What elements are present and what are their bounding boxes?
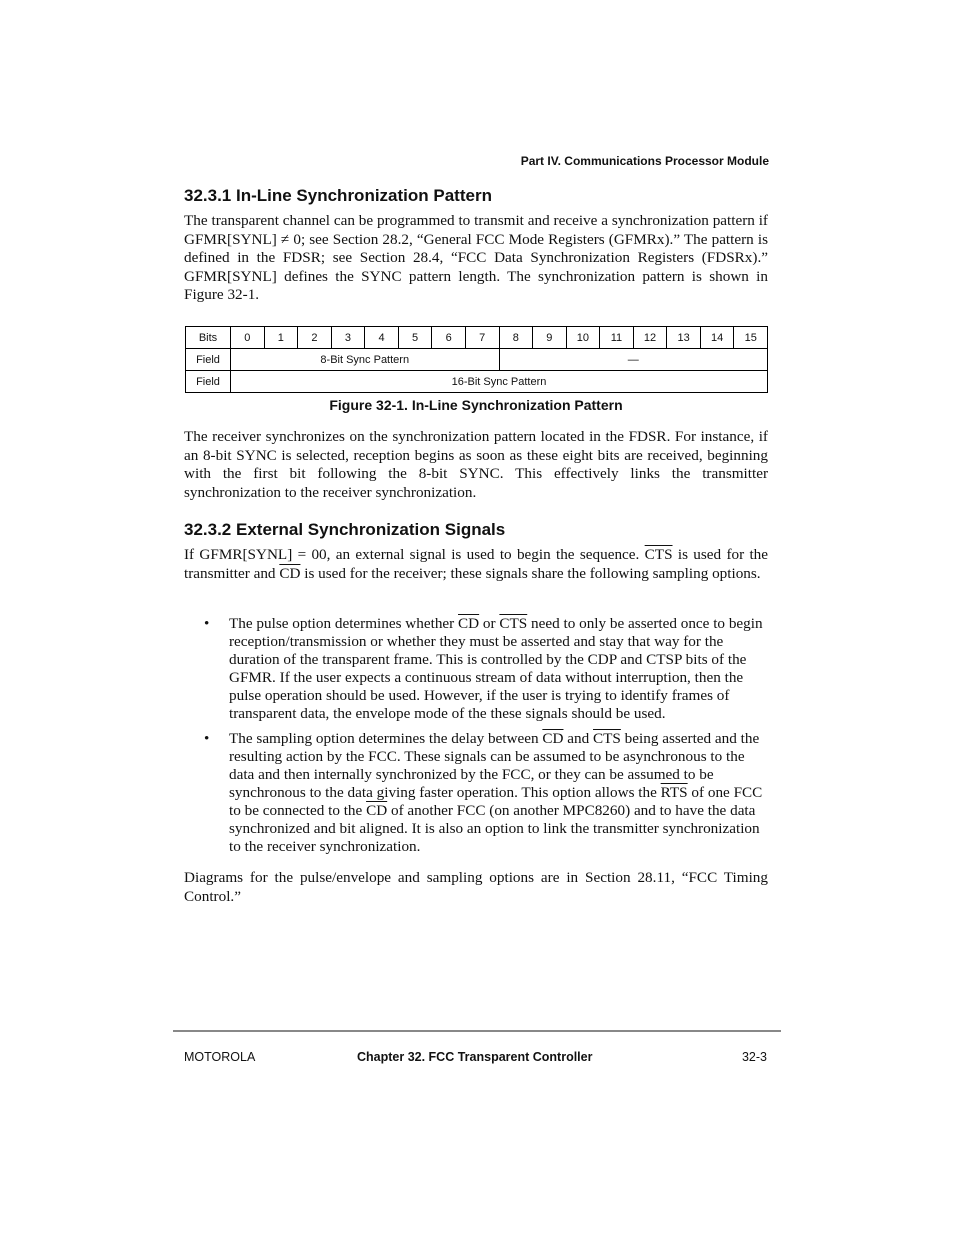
cts-signal: $\overline{CTS}$ [644,546,673,563]
intro-text-c: is used for the receiver; these signals share the following sampling options. [304,564,761,582]
running-header: Part IV. Communications Processor Module [520,154,769,168]
bit-cell: 2 [298,327,332,349]
section-heading-inline-sync: 32.3.1 In-Line Synchronization Pattern [184,186,492,205]
footer-page-number: 32-3 [741,1050,767,1064]
bullet1-text-c: need to only be asserted once to begin reception/transmission or whether they must be asserted and stay that way for the duration of the transparent frame. This is controlled by the CDP and CTSP bits of the GFMR. If the user expects a continuous stream of data without interruption, then the pulse operation should be used. However, if the user is trying to identify frames of transparent data, the envelope mode of the these signals should be used. [229,615,763,722]
bullet1-text-b: or [482,615,496,632]
bullet2-text-a: The sampling option determines the delay between [229,730,539,747]
bit-cell: 12 [633,327,667,349]
receiver-sync-paragraph: The receiver synchronizes on the synchronization pattern located in the FDSR. For instance, if an 8-bit SYNC is selected, reception begins as soon as these eight bits are received, beginning with the first bit following the 8-bit SYNC. This effectively links the transmitter synchronization to the receiver synchronization. [184,428,768,501]
bit-cell: 8 [499,327,533,349]
bullet-marker: • [204,730,210,747]
field-label: Field [186,349,231,371]
bullet2-text-e: of another FCC (on another MPC8260) and to have the data synchronized and bit aligned. It is also an option to link the transmitter synchronization to the receiver synchronization. [229,802,760,855]
bit-cell: 10 [566,327,600,349]
diagrams-reference-paragraph: Diagrams for the pulse/envelope and sampling options are in Section 28.11, “FCC Timing Control.” [184,869,768,905]
bit-cell: 3 [331,327,365,349]
cd-signal: $\overline{CD}$ [279,564,301,582]
sync-pattern-register-figure [185,326,768,393]
bit-cell: 6 [432,327,466,349]
figure-caption: Figure 32-1. In-Line Synchronization Pattern [329,397,623,413]
section-heading-external-sync: 32.3.2 External Synchronization Signals [184,520,506,539]
bit-cell: 1 [264,327,298,349]
field-reserved: — [499,349,768,371]
sampling-options-list [204,615,768,863]
bullet1-text-a: The pulse option determines whether [229,615,455,632]
cts-signal: $\overline{CTS}$ [499,615,528,632]
cts-signal: $\overline{CTS}$ [593,730,621,747]
bit-cell: 5 [398,327,432,349]
bit-cell: 13 [667,327,701,349]
bit-cell: 4 [365,327,399,349]
bits-row [186,327,768,349]
section2-intro-paragraph [184,546,768,583]
bullet2-text-d: of one FCC to be connected to the [229,784,763,819]
bit-cell: 9 [533,327,567,349]
bit-cell: 11 [600,327,634,349]
field-16bit-sync-pattern: 16-Bit Sync Pattern [231,371,768,393]
footer-divider [173,1030,781,1032]
list-item-sampling-option [204,730,768,856]
intro-text-b: is used for the transmitter and [184,546,769,582]
bits-label: Bits [186,327,231,349]
bit-cell: 7 [465,327,499,349]
cd-signal: $\overline{CD}$ [458,615,480,632]
intro-text-a: If GFMR[SYNL] = 00, an external signal is used to begin the sequence. [184,546,640,563]
rts-signal: $\overline{RTS}$ [660,784,688,801]
footer-company: MOTOROLA [184,1050,256,1064]
cd-signal: $\overline{CD}$ [366,802,388,819]
field-row-8bit [186,349,768,371]
list-item-pulse-option [204,615,768,723]
field-row-16bit [186,371,768,393]
field-label: Field [186,371,231,393]
bullet2-text-b: and [567,730,590,747]
bullet-marker: • [204,615,210,632]
section1-paragraph: The transparent channel can be programmed to transmit and receive a synchronization pattern if GFMR[SYNL] ≠ 0; see Section 28.2, “General FCC Mode Registers (GFMRx).” The pattern is defined in the FDSR; see Section 28.4, “FCC Data Synchronization Registers (FDSRx).” GFMR[SYNL] defines the SYNC pattern length. The synchronization pattern is shown in Figure 32-1. [184,212,768,304]
bit-cell: 0 [231,327,265,349]
bit-cell: 15 [734,327,768,349]
field-8bit-sync-pattern: 8-Bit Sync Pattern [231,349,500,371]
cd-signal: $\overline{CD}$ [542,730,564,747]
bit-cell: 14 [700,327,734,349]
footer-chapter-title: Chapter 32. FCC Transparent Controller [357,1050,593,1064]
bullet2-text-c: being asserted and the resulting action by the FCC. These signals can be assumed to be asynchronous to the data and then internally synchronized by the FCC, or they can be assumed to be synchronous to the data giving faster operation. This option allows the [229,730,760,801]
